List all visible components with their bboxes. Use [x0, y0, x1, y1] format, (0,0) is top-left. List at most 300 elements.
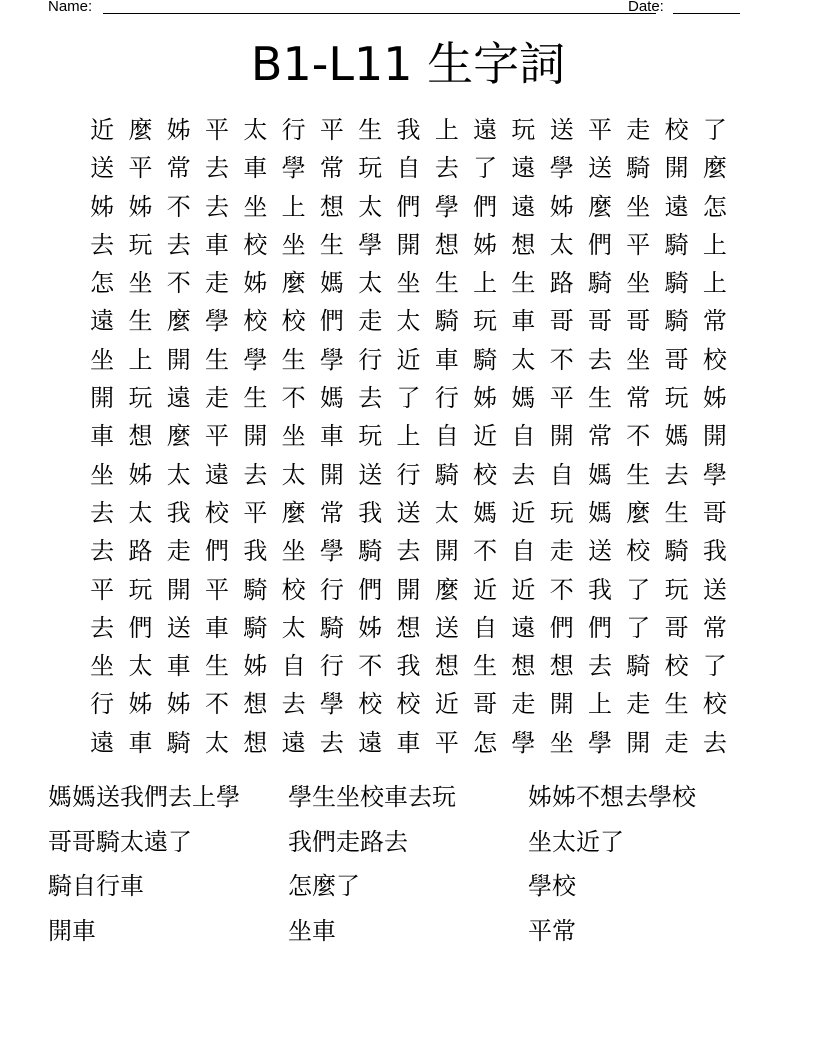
grid-cell[interactable]: 們 [396, 192, 421, 221]
grid-cell[interactable]: 行 [358, 345, 383, 374]
grid-cell[interactable]: 了 [396, 384, 421, 413]
grid-cell[interactable]: 常 [626, 384, 651, 413]
grid-cell[interactable]: 不 [549, 575, 574, 604]
grid-cell[interactable]: 車 [396, 728, 421, 757]
grid-cell[interactable]: 坐 [90, 652, 115, 681]
grid-cell[interactable]: 麼 [702, 154, 727, 183]
grid-cell[interactable]: 去 [664, 460, 689, 489]
grid-cell[interactable]: 媽 [588, 498, 612, 527]
grid-cell[interactable]: 去 [588, 652, 612, 681]
name-field[interactable] [103, 13, 656, 14]
grid-cell[interactable]: 去 [319, 728, 344, 757]
grid-cell[interactable]: 想 [434, 230, 459, 259]
grid-row [83, 571, 734, 609]
grid-cell[interactable]: 近 [511, 575, 536, 604]
grid-cell[interactable]: 哥 [588, 307, 612, 336]
grid-cell[interactable]: 開 [549, 422, 574, 451]
grid-cell[interactable]: 生 [664, 498, 689, 527]
grid-cell[interactable]: 走 [166, 537, 191, 566]
grid-cell[interactable]: 想 [511, 230, 536, 259]
grid-cell[interactable]: 上 [702, 269, 727, 298]
grid-cell[interactable]: 玩 [664, 575, 689, 604]
grid-cell[interactable]: 太 [511, 345, 536, 374]
grid-cell[interactable]: 遠 [205, 460, 230, 489]
grid-cell[interactable]: 開 [396, 575, 421, 604]
grid-cell[interactable]: 行 [396, 460, 421, 489]
grid-cell[interactable]: 常 [319, 154, 344, 183]
grid-cell[interactable]: 坐 [626, 269, 651, 298]
grid-cell[interactable]: 車 [205, 613, 230, 642]
grid-cell[interactable]: 平 [128, 154, 153, 183]
grid-cell[interactable]: 開 [626, 728, 651, 757]
grid-cell[interactable]: 太 [205, 728, 230, 757]
grid-cell[interactable]: 騎 [588, 269, 612, 298]
grid-cell[interactable]: 生 [626, 460, 651, 489]
grid-cell[interactable]: 太 [434, 498, 459, 527]
grid-cell[interactable]: 玩 [128, 230, 153, 259]
grid-cell[interactable]: 想 [319, 192, 344, 221]
grid-cell[interactable]: 怎 [702, 192, 727, 221]
grid-cell[interactable]: 不 [281, 384, 306, 413]
grid-cell[interactable]: 不 [205, 690, 230, 719]
grid-cell[interactable]: 騎 [664, 537, 689, 566]
grid-cell[interactable]: 校 [396, 690, 421, 719]
grid-cell[interactable]: 自 [549, 460, 574, 489]
grid-cell[interactable]: 玩 [511, 116, 536, 144]
grid-cell[interactable]: 玩 [664, 384, 689, 413]
grid-cell[interactable]: 自 [396, 154, 421, 183]
grid-cell[interactable]: 太 [128, 652, 153, 681]
grid-cell[interactable]: 生 [243, 384, 268, 413]
grid-cell[interactable]: 走 [511, 690, 536, 719]
grid-cell[interactable]: 生 [205, 652, 230, 681]
grid-cell[interactable]: 送 [396, 498, 421, 527]
grid-cell[interactable]: 去 [90, 498, 115, 527]
grid-cell[interactable]: 開 [396, 230, 421, 259]
grid-cell[interactable]: 近 [90, 116, 115, 144]
grid-cell[interactable]: 太 [166, 460, 191, 489]
grid-cell[interactable]: 校 [243, 230, 268, 259]
grid-cell[interactable]: 想 [396, 613, 421, 642]
grid-cell[interactable]: 姊 [128, 460, 153, 489]
grid-cell[interactable]: 騎 [358, 537, 383, 566]
grid-cell[interactable]: 遠 [511, 613, 536, 642]
grid-cell[interactable]: 校 [702, 345, 727, 374]
grid-cell[interactable]: 去 [511, 460, 536, 489]
grid-cell[interactable]: 生 [128, 307, 153, 336]
grid-cell[interactable]: 玩 [358, 154, 383, 183]
grid-cell[interactable]: 學 [358, 230, 383, 259]
grid-cell[interactable]: 走 [626, 690, 651, 719]
grid-cell[interactable]: 平 [205, 575, 230, 604]
grid-cell[interactable]: 不 [549, 345, 574, 374]
grid-cell[interactable]: 太 [358, 269, 383, 298]
grid-cell[interactable]: 遠 [90, 307, 115, 336]
grid-cell[interactable]: 去 [90, 230, 115, 259]
grid-cell[interactable]: 近 [511, 498, 536, 527]
grid-cell[interactable]: 學 [281, 154, 306, 183]
grid-cell[interactable]: 開 [90, 384, 115, 413]
grid-cell[interactable]: 送 [588, 537, 612, 566]
grid-cell[interactable]: 不 [358, 652, 383, 681]
grid-cell[interactable]: 送 [358, 460, 383, 489]
grid-cell[interactable]: 常 [319, 498, 344, 527]
grid-cell[interactable]: 不 [473, 537, 498, 566]
grid-row [83, 111, 734, 149]
grid-cell[interactable]: 哥 [473, 690, 498, 719]
grid-cell[interactable]: 騎 [243, 613, 268, 642]
grid-cell[interactable]: 走 [205, 384, 230, 413]
grid-cell[interactable]: 自 [434, 422, 459, 451]
grid-cell[interactable]: 學 [319, 690, 344, 719]
grid-cell[interactable]: 我 [588, 575, 612, 604]
grid-cell[interactable]: 哥 [702, 498, 727, 527]
grid-cell[interactable]: 坐 [281, 230, 306, 259]
grid-cell[interactable]: 去 [205, 154, 230, 183]
grid-cell[interactable]: 麼 [166, 307, 191, 336]
grid-cell[interactable]: 們 [128, 613, 153, 642]
grid-cell[interactable]: 平 [319, 116, 344, 144]
grid-cell[interactable]: 姊 [702, 384, 727, 413]
grid-cell[interactable]: 去 [702, 728, 727, 757]
grid-cell[interactable]: 遠 [664, 192, 689, 221]
grid-cell[interactable]: 送 [166, 613, 191, 642]
grid-cell[interactable]: 車 [166, 652, 191, 681]
grid-cell[interactable]: 車 [128, 728, 153, 757]
grid-cell[interactable]: 騎 [319, 613, 344, 642]
grid-cell[interactable]: 坐 [549, 728, 574, 757]
grid-cell[interactable]: 近 [473, 575, 498, 604]
grid-cell[interactable]: 校 [281, 307, 306, 336]
grid-cell[interactable]: 哥 [664, 613, 689, 642]
grid-cell[interactable]: 坐 [128, 269, 153, 298]
grid-cell[interactable]: 校 [243, 307, 268, 336]
grid-cell[interactable]: 校 [664, 652, 689, 681]
grid-cell[interactable]: 學 [319, 345, 344, 374]
grid-cell[interactable]: 自 [511, 422, 536, 451]
grid-cell[interactable]: 姊 [243, 269, 268, 298]
grid-cell[interactable]: 送 [702, 575, 727, 604]
word-bank [48, 775, 768, 953]
grid-cell[interactable]: 想 [128, 422, 153, 451]
grid-cell[interactable]: 校 [473, 460, 498, 489]
grid-cell[interactable]: 去 [90, 537, 115, 566]
grid-cell[interactable]: 麼 [588, 192, 612, 221]
grid-cell[interactable]: 想 [549, 652, 574, 681]
grid-cell[interactable]: 路 [549, 269, 574, 298]
grid-cell[interactable]: 車 [434, 345, 459, 374]
grid-cell[interactable]: 太 [243, 116, 268, 144]
grid-cell[interactable]: 生 [319, 230, 344, 259]
grid-cell[interactable]: 騎 [626, 652, 651, 681]
grid-cell[interactable]: 姊 [243, 652, 268, 681]
grid-cell[interactable]: 平 [549, 384, 574, 413]
grid-cell[interactable]: 們 [205, 537, 230, 566]
grid-cell[interactable]: 走 [549, 537, 574, 566]
grid-cell[interactable]: 麼 [281, 269, 306, 298]
grid-cell[interactable]: 想 [243, 690, 268, 719]
grid-cell[interactable]: 路 [128, 537, 153, 566]
grid-cell[interactable]: 們 [588, 613, 612, 642]
grid-cell[interactable]: 不 [626, 422, 651, 451]
grid-cell[interactable]: 學 [205, 307, 230, 336]
grid-cell[interactable]: 去 [166, 230, 191, 259]
grid-cell[interactable]: 想 [434, 652, 459, 681]
grid-cell[interactable]: 玩 [128, 384, 153, 413]
grid-cell[interactable]: 姊 [128, 192, 153, 221]
grid-cell[interactable]: 哥 [549, 307, 574, 336]
grid-cell[interactable]: 姊 [549, 192, 574, 221]
grid-cell[interactable]: 姊 [90, 192, 115, 221]
grid-cell[interactable]: 坐 [281, 537, 306, 566]
grid-cell[interactable]: 車 [205, 230, 230, 259]
grid-cell[interactable]: 常 [588, 422, 612, 451]
grid-cell[interactable]: 麼 [434, 575, 459, 604]
grid-cell[interactable]: 平 [243, 498, 268, 527]
grid-cell[interactable]: 開 [434, 537, 459, 566]
grid-cell[interactable]: 平 [90, 575, 115, 604]
grid-cell[interactable]: 上 [396, 422, 421, 451]
grid-cell[interactable]: 我 [358, 498, 383, 527]
grid-cell[interactable]: 玩 [473, 307, 498, 336]
grid-cell[interactable]: 媽 [511, 384, 536, 413]
grid-cell[interactable]: 校 [626, 537, 651, 566]
grid-cell[interactable]: 太 [358, 192, 383, 221]
grid-cell[interactable]: 太 [128, 498, 153, 527]
grid-cell[interactable]: 坐 [626, 345, 651, 374]
grid-cell[interactable]: 生 [281, 345, 306, 374]
word-bank-item: 平常 [528, 916, 576, 945]
date-field[interactable] [673, 13, 740, 14]
word-bank-item: 我們走路去 [288, 827, 408, 856]
grid-cell[interactable]: 走 [626, 116, 651, 144]
grid-cell[interactable]: 上 [702, 230, 727, 259]
grid-cell[interactable]: 校 [664, 116, 689, 144]
grid-cell[interactable]: 學 [549, 154, 574, 183]
grid-cell[interactable]: 平 [205, 116, 230, 144]
grid-cell[interactable]: 騎 [473, 345, 498, 374]
grid-cell[interactable]: 去 [588, 345, 612, 374]
grid-cell[interactable]: 騎 [434, 460, 459, 489]
grid-cell[interactable]: 不 [166, 192, 191, 221]
grid-cell[interactable]: 我 [396, 652, 421, 681]
grid-cell[interactable]: 開 [166, 345, 191, 374]
grid-cell[interactable]: 開 [549, 690, 574, 719]
grid-cell[interactable]: 行 [319, 575, 344, 604]
grid-cell[interactable]: 坐 [281, 422, 306, 451]
grid-cell[interactable]: 麼 [128, 116, 153, 144]
grid-cell[interactable]: 校 [358, 690, 383, 719]
grid-cell[interactable]: 坐 [396, 269, 421, 298]
grid-cell[interactable]: 哥 [664, 345, 689, 374]
grid-cell[interactable]: 去 [281, 690, 306, 719]
grid-cell[interactable]: 車 [90, 422, 115, 451]
grid-cell[interactable]: 去 [243, 460, 268, 489]
grid-cell[interactable]: 麼 [166, 422, 191, 451]
grid-cell[interactable]: 生 [358, 116, 383, 144]
grid-cell[interactable]: 學 [243, 345, 268, 374]
grid-cell[interactable]: 平 [205, 422, 230, 451]
grid-cell[interactable]: 了 [702, 652, 727, 681]
grid-cell[interactable]: 遠 [166, 384, 191, 413]
grid-cell[interactable]: 去 [90, 613, 115, 642]
grid-cell[interactable]: 近 [473, 422, 498, 451]
grid-cell[interactable]: 去 [358, 384, 383, 413]
grid-cell[interactable]: 常 [702, 613, 727, 642]
grid-row [83, 685, 734, 723]
grid-cell[interactable]: 我 [166, 498, 191, 527]
grid-cell[interactable]: 姊 [166, 690, 191, 719]
grid-cell[interactable]: 車 [319, 422, 344, 451]
grid-cell[interactable]: 上 [588, 690, 612, 719]
grid-cell[interactable]: 媽 [473, 498, 498, 527]
grid-cell[interactable]: 媽 [588, 460, 612, 489]
grid-cell[interactable]: 媽 [664, 422, 689, 451]
grid-cell[interactable]: 送 [90, 154, 115, 183]
grid-cell[interactable]: 開 [702, 422, 727, 451]
grid-cell[interactable]: 生 [588, 384, 612, 413]
grid-cell[interactable]: 騎 [626, 154, 651, 183]
word-bank-row [48, 775, 768, 820]
grid-cell[interactable]: 坐 [243, 192, 268, 221]
grid-cell[interactable]: 生 [473, 652, 498, 681]
grid-cell[interactable]: 姊 [128, 690, 153, 719]
grid-cell[interactable]: 學 [702, 460, 727, 489]
grid-cell[interactable]: 玩 [358, 422, 383, 451]
grid-cell[interactable]: 騎 [664, 230, 689, 259]
grid-cell[interactable]: 自 [511, 537, 536, 566]
grid-cell[interactable]: 車 [243, 154, 268, 183]
grid-cell[interactable]: 上 [281, 192, 306, 221]
grid-cell[interactable]: 了 [473, 154, 498, 183]
grid-cell[interactable]: 怎 [473, 728, 498, 757]
grid-cell[interactable]: 太 [549, 230, 574, 259]
grid-cell[interactable]: 開 [319, 460, 344, 489]
grid-cell[interactable]: 們 [319, 307, 344, 336]
grid-cell[interactable]: 車 [511, 307, 536, 336]
grid-cell[interactable]: 了 [626, 575, 651, 604]
grid-cell[interactable]: 遠 [281, 728, 306, 757]
grid-cell[interactable]: 遠 [358, 728, 383, 757]
grid-cell[interactable]: 了 [702, 116, 727, 144]
grid-cell[interactable]: 常 [166, 154, 191, 183]
grid-cell[interactable]: 開 [664, 154, 689, 183]
grid-cell[interactable]: 上 [434, 116, 459, 144]
grid-cell[interactable]: 姊 [358, 613, 383, 642]
grid-cell[interactable]: 校 [702, 690, 727, 719]
grid-cell[interactable]: 生 [511, 269, 536, 298]
grid-cell[interactable]: 遠 [90, 728, 115, 757]
grid-cell[interactable]: 坐 [90, 345, 115, 374]
grid-cell[interactable]: 們 [549, 613, 574, 642]
grid-cell[interactable]: 行 [319, 652, 344, 681]
grid-cell[interactable]: 學 [319, 537, 344, 566]
grid-cell[interactable]: 想 [511, 652, 536, 681]
grid-cell[interactable]: 太 [281, 460, 306, 489]
grid-cell[interactable]: 自 [281, 652, 306, 681]
grid-cell[interactable]: 麼 [281, 498, 306, 527]
grid-cell[interactable]: 遠 [511, 192, 536, 221]
grid-cell[interactable]: 走 [205, 269, 230, 298]
grid-cell[interactable]: 騎 [243, 575, 268, 604]
grid-cell[interactable]: 騎 [664, 269, 689, 298]
grid-cell[interactable]: 上 [128, 345, 153, 374]
grid-cell[interactable]: 姊 [166, 116, 191, 144]
grid-cell[interactable]: 平 [588, 116, 612, 144]
word-bank-item: 學校 [528, 872, 576, 900]
grid-cell[interactable]: 近 [434, 690, 459, 719]
grid-cell[interactable]: 麼 [626, 498, 651, 527]
grid-cell[interactable]: 常 [702, 307, 727, 336]
grid-cell[interactable]: 送 [434, 613, 459, 642]
grid-cell[interactable]: 走 [358, 307, 383, 336]
grid-cell[interactable]: 行 [281, 116, 306, 144]
grid-cell[interactable]: 騎 [664, 307, 689, 336]
grid-cell[interactable]: 生 [205, 345, 230, 374]
grid-cell[interactable]: 行 [434, 384, 459, 413]
grid-cell[interactable]: 學 [434, 192, 459, 221]
grid-cell[interactable]: 自 [473, 613, 498, 642]
grid-cell[interactable]: 平 [434, 728, 459, 757]
grid-cell[interactable]: 姊 [473, 230, 498, 259]
grid-cell[interactable]: 哥 [626, 307, 651, 336]
grid-cell[interactable]: 騎 [166, 728, 191, 757]
grid-cell[interactable]: 我 [396, 116, 421, 144]
grid-cell[interactable]: 玩 [128, 575, 153, 604]
grid-cell[interactable]: 去 [434, 154, 459, 183]
grid-cell[interactable]: 了 [626, 613, 651, 642]
grid-cell[interactable]: 太 [396, 307, 421, 336]
grid-cell[interactable]: 近 [396, 345, 421, 374]
grid-cell[interactable]: 媽 [319, 269, 344, 298]
grid-cell[interactable]: 平 [626, 230, 651, 259]
grid-cell[interactable]: 校 [205, 498, 230, 527]
grid-cell[interactable]: 坐 [626, 192, 651, 221]
grid-cell[interactable]: 學 [588, 728, 612, 757]
grid-cell[interactable]: 送 [588, 154, 612, 183]
grid-cell[interactable]: 姊 [473, 384, 498, 413]
grid-cell[interactable]: 坐 [90, 460, 115, 489]
grid-cell[interactable]: 我 [243, 537, 268, 566]
grid-cell[interactable]: 不 [166, 269, 191, 298]
grid-cell[interactable]: 走 [664, 728, 689, 757]
grid-cell[interactable]: 太 [281, 613, 306, 642]
grid-cell[interactable]: 行 [90, 690, 115, 719]
grid-cell[interactable]: 們 [358, 575, 383, 604]
grid-cell[interactable]: 開 [243, 422, 268, 451]
grid-cell[interactable]: 生 [434, 269, 459, 298]
grid-cell[interactable]: 去 [396, 537, 421, 566]
grid-cell[interactable]: 生 [664, 690, 689, 719]
grid-row [83, 724, 734, 762]
grid-cell[interactable]: 們 [588, 230, 612, 259]
grid-cell[interactable]: 開 [166, 575, 191, 604]
grid-cell[interactable]: 們 [473, 192, 498, 221]
grid-cell[interactable]: 媽 [319, 384, 344, 413]
grid-cell[interactable]: 遠 [511, 154, 536, 183]
grid-cell[interactable]: 上 [473, 269, 498, 298]
grid-cell[interactable]: 騎 [434, 307, 459, 336]
grid-cell[interactable]: 送 [549, 116, 574, 144]
grid-cell[interactable]: 校 [281, 575, 306, 604]
grid-cell[interactable]: 想 [243, 728, 268, 757]
grid-cell[interactable]: 怎 [90, 269, 115, 298]
grid-cell[interactable]: 去 [205, 192, 230, 221]
grid-cell[interactable]: 遠 [473, 116, 498, 144]
grid-cell[interactable]: 我 [702, 537, 727, 566]
grid-cell[interactable]: 玩 [549, 498, 574, 527]
grid-cell[interactable]: 學 [511, 728, 536, 757]
